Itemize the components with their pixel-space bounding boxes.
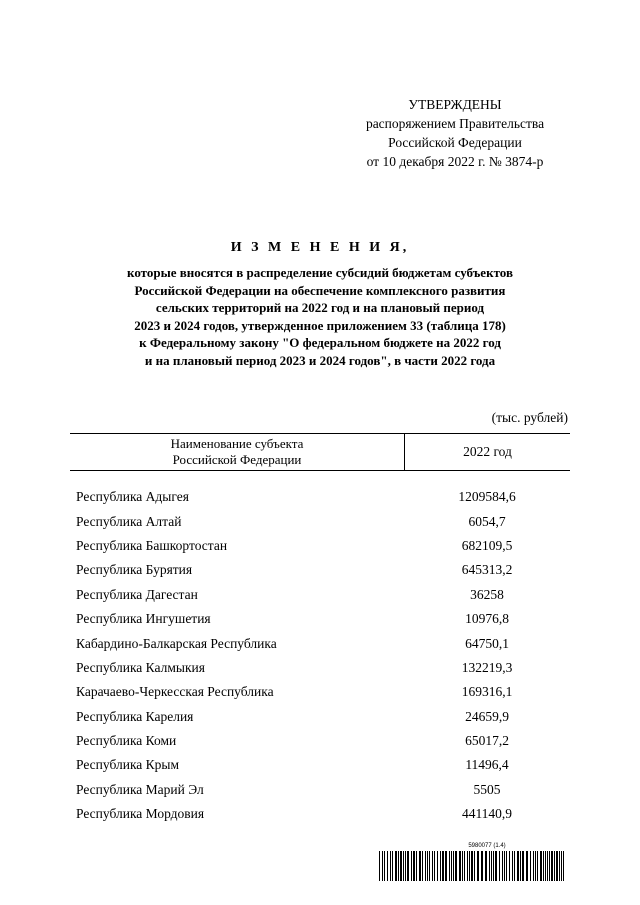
barcode-bar (407, 851, 409, 881)
barcode-bar (556, 851, 558, 881)
subsidy-value: 6054,7 (468, 513, 506, 529)
barcode-bar (387, 851, 388, 881)
barcode-bar (382, 851, 383, 881)
barcode-bar (491, 851, 492, 881)
title-line: к Федеральному закону "О федеральном бюджете на 2022 год (139, 335, 501, 351)
approval-title: УТВЕРЖДЕНЫ (408, 97, 502, 112)
barcode-bar (390, 851, 391, 881)
subject-name: Республика Марий Эл (76, 781, 204, 797)
barcode-bar (537, 851, 538, 881)
barcode-bar (403, 851, 404, 881)
barcode-image (379, 851, 565, 881)
subject-name: Республика Коми (76, 733, 177, 749)
subsidy-value: 36258 (470, 586, 504, 602)
subsidy-value: 132219,3 (461, 659, 513, 675)
table-row (70, 485, 570, 509)
subject-name: Республика Карелия (76, 708, 194, 724)
barcode-bar (427, 851, 428, 881)
table-row (70, 607, 570, 631)
header-year: 2022 год (463, 444, 512, 459)
approval-block (330, 95, 580, 171)
title-line: 2023 и 2024 годов, утвержденное приложением 33 (таблица 178) (134, 317, 506, 333)
subsidy-value: 5505 (473, 781, 501, 797)
subsidy-value: 11496,4 (465, 757, 509, 773)
barcode-bar (551, 851, 553, 881)
subsidy-value: 64750,1 (465, 635, 509, 651)
barcode-bar (526, 851, 528, 881)
barcode-bar (464, 851, 465, 881)
subject-name: Республика Бурятия (76, 562, 193, 578)
approval-line-government: Российской Федерации (388, 135, 522, 150)
barcode-bar (432, 851, 433, 881)
barcode-bar (495, 851, 497, 881)
barcode-bar (481, 851, 483, 881)
barcode-bar (467, 851, 468, 881)
barcode-bar (506, 851, 507, 881)
subsidy-value: 645313,2 (461, 562, 513, 578)
barcode-bar (561, 851, 562, 881)
barcode-bar (429, 851, 430, 881)
barcode-bar (509, 851, 510, 881)
barcode-bar (520, 851, 521, 881)
barcode-bar (462, 851, 463, 881)
subsidy-value: 10976,8 (465, 611, 509, 627)
barcode-bar (455, 851, 457, 881)
barcode-bar (416, 851, 417, 881)
table-row (70, 802, 570, 826)
barcode-bar (384, 851, 385, 881)
barcode-bar (400, 851, 402, 881)
title-line: и на плановый период 2023 и 2024 годов", в части 2022 года (144, 352, 496, 368)
barcode-bar (434, 851, 435, 881)
barcode-bar (405, 851, 406, 881)
table-row (70, 558, 570, 582)
subsidy-table (70, 433, 570, 826)
subject-name: Республика Мордовия (76, 806, 205, 822)
barcode-bar (504, 851, 505, 881)
barcode-bar (453, 851, 454, 881)
barcode-bar (502, 851, 503, 881)
barcode-bar (530, 851, 531, 881)
table-row (70, 778, 570, 802)
barcode-bar (474, 851, 475, 881)
barcode-bar (379, 851, 380, 881)
subject-name: Республика Крым (76, 757, 180, 773)
barcode-bar (559, 851, 560, 881)
barcode-bar (499, 851, 500, 881)
subject-name: Республика Адыгея (76, 489, 189, 505)
table-row (70, 583, 570, 607)
barcode-bar (522, 851, 524, 881)
barcode-bar (554, 851, 555, 881)
subsidy-value: 169316,1 (461, 684, 513, 700)
barcode-bar (422, 851, 423, 881)
barcode-bar (533, 851, 534, 881)
title-line: сельских территорий на 2022 год и на плановый период (155, 300, 485, 316)
barcode-bar (449, 851, 450, 881)
table-row (70, 631, 570, 655)
barcode-bar (471, 851, 473, 881)
table-row (70, 534, 570, 558)
subject-name: Республика Алтай (76, 513, 182, 529)
barcode-bar (413, 851, 415, 881)
barcode-bar (535, 851, 536, 881)
barcode-block (379, 843, 565, 881)
subject-name: Республика Башкортостан (76, 537, 228, 553)
subject-name: Республика Калмыкия (76, 659, 205, 675)
barcode-bar (540, 851, 542, 881)
subsidy-value: 24659,9 (465, 708, 509, 724)
title-heading: И З М Е Н Е Н И Я, (230, 240, 410, 255)
table-row (70, 509, 570, 533)
barcode-bar (392, 851, 393, 881)
approval-line-order: распоряжением Правительства (365, 116, 545, 131)
barcode-bar (445, 851, 447, 881)
header-subject (70, 434, 405, 470)
barcode-bar (485, 851, 487, 881)
table-row (70, 680, 570, 704)
barcode-bar (442, 851, 444, 881)
barcode-bar (469, 851, 470, 881)
subsidy-value: 1209584,6 (458, 489, 516, 505)
barcode-bar (477, 851, 479, 881)
barcode-bar (514, 851, 515, 881)
barcode-bar (395, 851, 397, 881)
barcode-bar (512, 851, 513, 881)
document-title (80, 240, 560, 370)
units-label: (тыс. рублей) (491, 410, 568, 425)
table-row (70, 753, 570, 777)
approval-line-date: от 10 декабря 2022 г. № 3874-р (366, 154, 544, 169)
barcode-bar (543, 851, 544, 881)
barcode-bar (545, 851, 546, 881)
subsidy-value: 682109,5 (461, 537, 513, 553)
barcode-bar (419, 851, 421, 881)
barcode-bar (489, 851, 490, 881)
subject-name: Республика Ингушетия (76, 611, 211, 627)
barcode-bar (493, 851, 494, 881)
barcode-bar (459, 851, 461, 881)
barcode-bar (440, 851, 441, 881)
header-subject-line2: Российской Федерации (172, 452, 302, 467)
barcode-bar (411, 851, 412, 881)
barcode-bar (425, 851, 426, 881)
barcode-bar (398, 851, 399, 881)
subsidy-value: 441140,9 (461, 806, 513, 822)
barcode-bar (563, 851, 564, 881)
table-row (70, 729, 570, 753)
table-row (70, 705, 570, 729)
subject-name: Кабардино-Балкарская Республика (76, 635, 277, 651)
barcode-bar (517, 851, 519, 881)
header-subject-line1: Наименование субъекта (170, 436, 304, 451)
title-line: Российской Федерации на обеспечение комплексного развития (134, 282, 506, 298)
barcode-bar (451, 851, 452, 881)
table-header (70, 433, 570, 471)
barcode-label: 5980077 (1.4) (468, 843, 506, 849)
barcode-bar (547, 851, 548, 881)
barcode-bar (549, 851, 550, 881)
title-line: которые вносятся в распределение субсидий бюджетам субъектов (127, 265, 513, 280)
table-body (70, 485, 570, 826)
subject-name: Республика Дагестан (76, 586, 198, 602)
subsidy-value: 65017,2 (465, 733, 509, 749)
table-row (70, 656, 570, 680)
subject-name: Карачаево-Черкесская Республика (76, 684, 274, 700)
barcode-bar (437, 851, 438, 881)
